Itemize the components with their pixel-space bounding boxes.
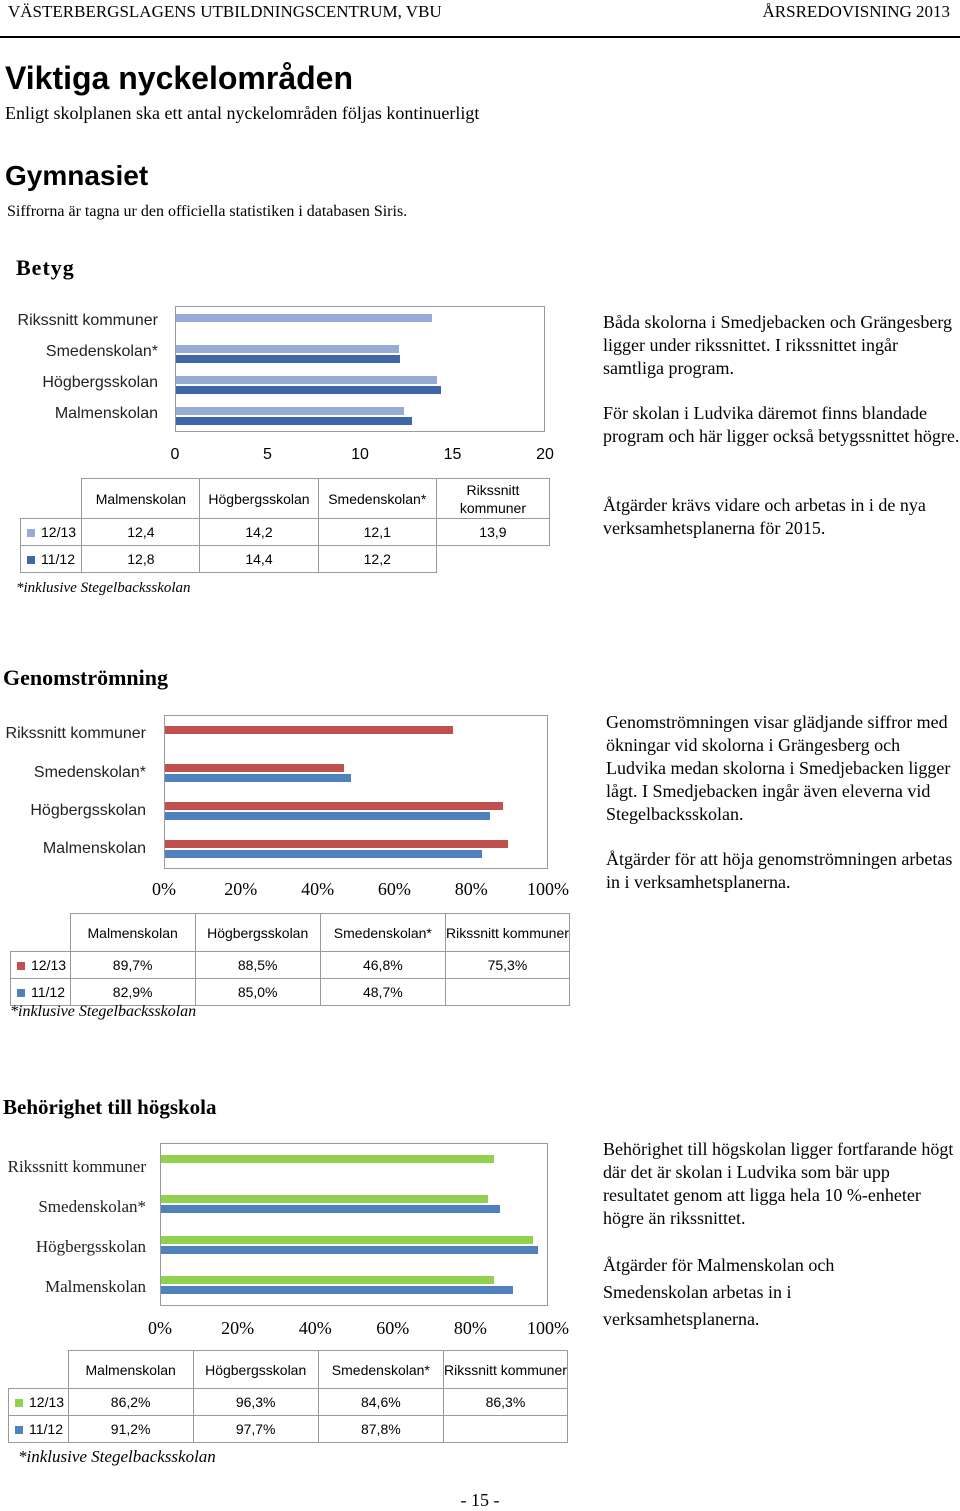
x-tick-label: 40% [301,879,335,899]
category-label: Högbergsskolan [30,802,146,819]
chart-plot-area-genomstromning [164,715,548,869]
table-cell: 84,6% [318,1389,443,1416]
bar-11-12-3 [161,1246,538,1254]
x-tick-label: 100% [527,1318,569,1338]
legend-label: 12/13 [29,1394,65,1410]
header-left: VÄSTERBERGSLAGENS UTBILDNINGSCENTRUM, VBU [8,2,442,21]
data-table-behorighet [8,1350,568,1443]
table-cell [436,546,549,573]
header-rule [0,36,960,38]
bar-12-13-1 [165,726,453,734]
chart-footnote: *inklusive Stegelbacksskolan [16,580,191,596]
category-label: Malmenskolan [42,840,146,857]
bar-12-13-2 [165,764,344,772]
bar-11-12-3 [176,386,441,394]
chart-footnote: *inklusive Stegelbacksskolan [18,1447,216,1466]
category-label: Malmenskolan [44,1277,146,1296]
legend-cell [21,519,82,546]
category-label: Rikssnitt kommuner [7,1157,146,1176]
table-header: Malmenskolan [82,479,200,519]
table-header: Högbergsskolan [200,479,318,519]
chart-title-genomstromning: Genomströmning [3,665,168,690]
legend-swatch [15,1426,23,1434]
table-cell: 13,9 [436,519,549,546]
table-cell: 12,1 [318,519,436,546]
table-header: Rikssnitt kommuner [443,1351,567,1389]
paragraph: Åtgärder för att höja genomströmningen arbetas in i verksamhetsplanerna. [606,849,953,892]
x-tick-label: 60% [376,1318,410,1338]
table-cell: 12,4 [82,519,200,546]
x-tick-label: 100% [527,879,569,899]
chart-footnote: *inklusive Stegelbacksskolan [10,1003,197,1020]
chart-title-betyg: Betyg [16,255,75,280]
table-header: Smedenskolan* [318,479,436,519]
category-label: Högbergsskolan [42,374,158,391]
data-table-betyg [20,478,550,573]
legend-cell [11,979,71,1006]
table-cell: 14,2 [200,519,318,546]
bar-12-13-3 [165,802,503,810]
bar-12-13-3 [161,1236,533,1244]
category-label: Rikssnitt kommuner [5,725,146,742]
x-tick-label: 5 [263,446,272,463]
bar-12-13-4 [161,1276,494,1284]
legend-label: 11/12 [41,551,75,567]
table-cell: 12,8 [82,546,200,573]
x-tick-label: 20% [221,1318,255,1338]
legend-label: 12/13 [31,957,67,973]
category-label: Smedenskolan* [33,764,146,781]
header-right: ÅRSREDOVISNING 2013 [762,2,950,21]
page-subtitle: Enligt skolplanen ska ett antal nyckelområden följas kontinuerligt [5,103,480,123]
bar-12-13-4 [165,840,508,848]
x-tick-label: 0% [148,1318,172,1338]
table-header: Malmenskolan [68,1351,193,1389]
table-cell: 91,2% [68,1416,193,1443]
table-cell: 89,7% [70,952,195,979]
x-tick-label: 20% [224,879,258,899]
table-header: Smedenskolan* [320,914,445,952]
bar-12-13-3 [176,376,437,384]
bar-11-12-3 [165,812,490,820]
x-tick-label: 20 [536,446,554,463]
bar-12-13-2 [176,345,399,353]
table-cell: 88,5% [195,952,320,979]
category-label: Malmenskolan [54,405,158,422]
legend-swatch [27,556,35,564]
table-header: Rikssnitt kommuner [436,479,549,519]
table-cell: 48,7% [320,979,445,1006]
legend-label: 11/12 [31,984,65,1000]
table-cell: 12,2 [318,546,436,573]
bar-11-12-4 [176,417,412,425]
legend-swatch [17,989,25,997]
legend-cell [9,1416,69,1443]
bar-12-13-4 [176,407,404,415]
paragraph: Behörighet till högskolan ligger fortfarande högt där det är skolan i Ludvika som bär upp resultatet genom att ligga hela 10 %-enheter högre än rikssnittet. [603,1139,954,1228]
legend-label: 12/13 [41,524,77,540]
table-header: Högbergsskolan [195,914,320,952]
table-cell: 86,2% [68,1389,193,1416]
table-cell: 46,8% [320,952,445,979]
bar-11-12-4 [161,1286,513,1294]
paragraph: För skolan i Ludvika däremot finns blandade program och här ligger också betygssnittet högre. [603,403,960,446]
bar-11-12-2 [176,355,400,363]
bar-12-13-1 [161,1155,494,1163]
legend-cell [21,546,82,573]
table-header: Rikssnitt kommuner [445,914,569,952]
category-label: Högbergsskolan [35,1237,146,1256]
x-tick-label: 0% [152,879,176,899]
category-label: Smedenskolan* [45,343,158,360]
chart-plot-area-betyg [175,306,545,432]
x-tick-label: 0 [170,446,180,463]
table-cell: 85,0% [195,979,320,1006]
paragraph: Båda skolorna i Smedjebacken och Grängesberg ligger under rikssnittet. I rikssnittet ingår samtliga program. [603,312,953,378]
table-header: Högbergsskolan [193,1351,318,1389]
table-cell: 96,3% [193,1389,318,1416]
table-cell: 86,3% [443,1389,567,1416]
legend-swatch [15,1399,23,1407]
bar-11-12-4 [165,850,482,858]
legend-swatch [27,529,35,537]
x-tick-label: 15 [443,446,462,463]
legend-cell [11,952,71,979]
x-tick-label: 80% [454,879,488,899]
table-cell: 75,3% [445,952,569,979]
section-title: Gymnasiet [5,160,149,191]
paragraph: Genomströmningen visar glädjande siffror med ökningar vid skolorna i Grängesberg och Ludvika medan skolorna i Smedjebacken ligger lågt. I Smedjebacken ingår även eleverna vid Stegelbacksskolan. [606,712,951,824]
table-cell: 82,9% [70,979,195,1006]
table-cell [445,979,569,1006]
legend-swatch [17,962,25,970]
x-tick-label: 40% [298,1318,332,1338]
page-title: Viktiga nyckelområden [5,60,353,96]
page-number: - 15 - [460,1490,500,1510]
category-label: Smedenskolan* [38,1197,146,1216]
table-cell: 14,4 [200,546,318,573]
paragraph: Åtgärder för Malmenskolan och Smedenskolan arbetas in i verksamhetsplanerna. [603,1255,835,1329]
x-tick-label: 10 [351,446,369,463]
table-cell [443,1416,567,1443]
x-tick-label: 80% [453,1318,487,1338]
table-header: Malmenskolan [70,914,195,952]
bar-12-13-2 [161,1195,488,1203]
paragraph: Åtgärder krävs vidare och arbetas in i de nya verksamhetsplanerna för 2015. [603,495,926,538]
category-label: Rikssnitt kommuner [17,312,158,329]
bar-11-12-2 [165,774,351,782]
bar-11-12-2 [161,1205,500,1213]
x-tick-label: 60% [377,879,411,899]
section-subtitle: Siffrorna är tagna ur den officiella statistiken i databasen Siris. [7,203,408,220]
table-header: Smedenskolan* [318,1351,443,1389]
chart-title-behorighet: Behörighet till högskola [3,1095,217,1119]
chart-plot-area-behorighet [160,1143,548,1306]
table-cell: 97,7% [193,1416,318,1443]
table-cell: 87,8% [318,1416,443,1443]
legend-cell [9,1389,69,1416]
legend-label: 11/12 [29,1421,63,1437]
data-table-genomstromning [10,913,570,1006]
bar-12-13-1 [176,314,432,322]
